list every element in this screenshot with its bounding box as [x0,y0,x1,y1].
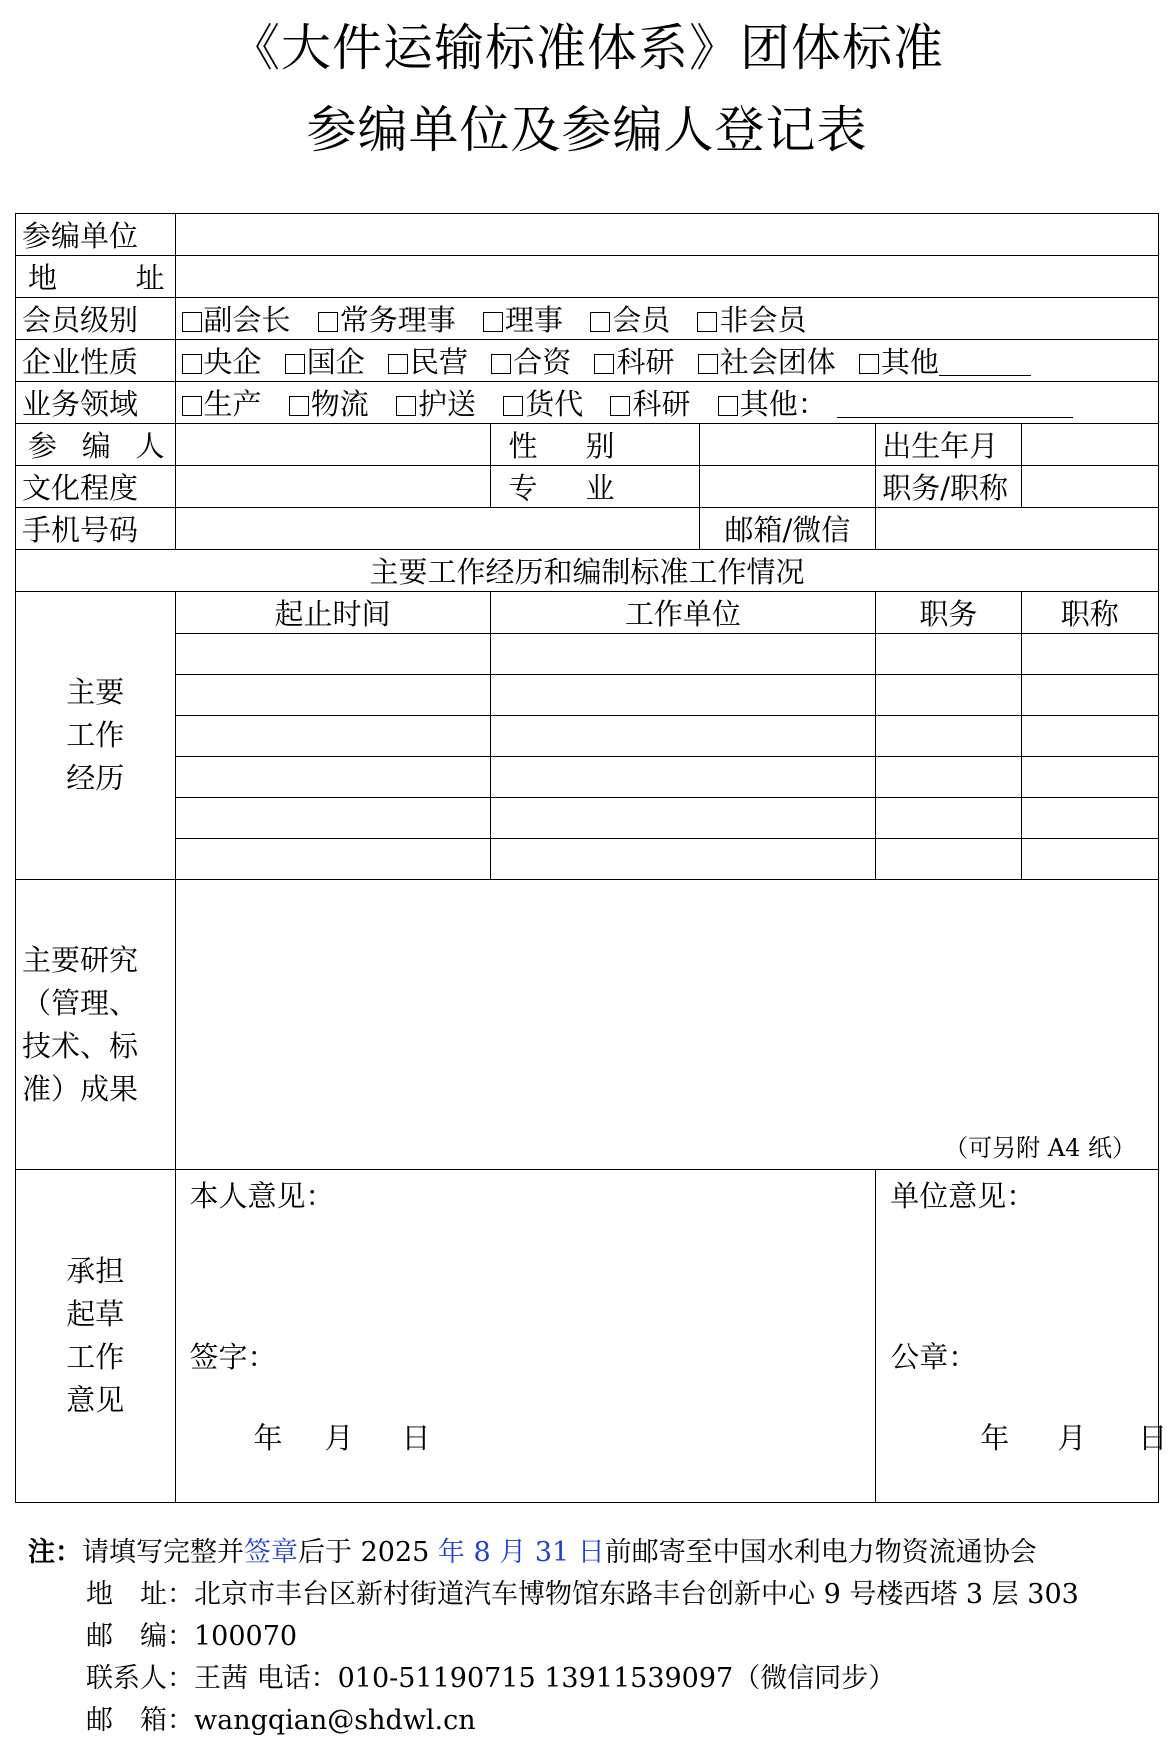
experience-row [16,634,1159,675]
checkbox-icon[interactable] [718,396,738,416]
checkbox-icon[interactable] [503,396,523,416]
contact-email[interactable]: 邮 箱：wangqian@shdwl.cn [86,1705,476,1736]
enterprise-type-option[interactable]: 央企 [182,345,262,379]
research-field[interactable] [175,880,1158,1170]
experience-title-cell[interactable] [1021,757,1158,798]
column-header-duty: 职务 [876,592,1021,634]
enterprise-type-options [175,340,1158,382]
experience-employer-cell[interactable] [490,675,876,716]
seal-highlight: 签章 [244,1537,298,1568]
checkbox-icon[interactable] [182,396,202,416]
attachment-note: （可另附 A4 纸） [944,1134,1136,1162]
checkbox-icon[interactable] [610,396,630,416]
experience-title-cell[interactable] [1021,675,1158,716]
birth-field[interactable] [1021,424,1158,466]
address-label: 地 址 [16,256,176,298]
member-level-option[interactable]: 会员 [590,303,670,337]
gender-field[interactable] [699,424,876,466]
checkbox-icon[interactable] [182,312,202,332]
personal-opinion-label: 本人意见： [189,1179,335,1213]
column-header-employer: 工作单位 [490,592,876,634]
experience-period-cell[interactable] [175,798,490,839]
experience-employer-cell[interactable] [490,716,876,757]
member-level-option[interactable]: 常务理事 [318,303,456,337]
phone-label: 手机号码 [16,508,176,550]
member-level-option[interactable]: 非会员 [697,303,806,337]
column-header-title: 职称 [1021,592,1158,634]
position-label: 职务/职称 [876,466,1021,508]
business-field-option[interactable]: 物流 [289,387,369,421]
birth-label: 出生年月 [876,424,1021,466]
experience-employer-cell[interactable] [490,757,876,798]
experience-duty-cell[interactable] [876,675,1021,716]
email-label: 邮箱/微信 [699,508,876,550]
experience-period-cell[interactable] [175,634,490,675]
checkbox-icon[interactable] [318,312,338,332]
business-field-options [175,382,1158,424]
other-blank[interactable] [939,375,1031,376]
enterprise-type-option[interactable]: 社会团体 [698,345,836,379]
opinion-label: 承担 起草 工作 意见 [16,1170,176,1503]
experience-row [16,675,1159,716]
experience-employer-cell[interactable] [490,634,876,675]
business-field-option[interactable]: 护送 [396,387,476,421]
postcode: 邮 编：100070 [86,1621,298,1652]
unit-date: 年 月 日 [980,1421,1168,1455]
footer-notes [28,1532,1079,1742]
experience-row [16,839,1159,880]
business-field-option[interactable]: 货代 [503,387,583,421]
address-field[interactable] [175,256,1158,298]
member-level-option[interactable]: 副会长 [182,303,291,337]
enterprise-type-option[interactable]: 其他 [859,345,1031,379]
experience-duty-cell[interactable] [876,716,1021,757]
experience-duty-cell[interactable] [876,757,1021,798]
personal-date: 年 月 日 [253,1421,431,1455]
registration-form [15,213,1168,1503]
education-label: 文化程度 [16,466,176,508]
experience-duty-cell[interactable] [876,634,1021,675]
unit-opinion-label: 单位意见： [890,1179,1036,1213]
deadline-date: 年 8 月 31 日 [437,1537,605,1568]
enterprise-type-option[interactable]: 民营 [388,345,468,379]
checkbox-icon[interactable] [491,354,511,374]
checkbox-icon[interactable] [396,396,416,416]
major-field[interactable] [699,466,876,508]
experience-period-cell[interactable] [175,716,490,757]
business-field-label: 业务领域 [16,382,176,424]
enterprise-type-option[interactable]: 合资 [491,345,571,379]
unit-opinion-field[interactable] [876,1170,1168,1503]
member-level-label: 会员级别 [16,298,176,340]
experience-row [16,798,1159,839]
column-header-period: 起止时间 [175,592,490,634]
signature-label: 签字： [189,1340,277,1374]
research-label: 主要研究 （管理、 技术、标 准）成果 [16,880,176,1170]
submission-note: 注：请填写完整并签章后于 2025 年 8 月 31 日前邮寄至中国水利电力物资流通协会 [28,1537,1037,1568]
business-field-option[interactable]: 科研 [610,387,690,421]
checkbox-icon[interactable] [285,354,305,374]
checkbox-icon[interactable] [388,354,408,374]
member-level-option[interactable]: 理事 [483,303,563,337]
checkbox-icon[interactable] [182,354,202,374]
phone-field[interactable] [175,508,699,550]
unit-field[interactable] [175,214,1158,256]
position-field[interactable] [1021,466,1158,508]
contact-info: 联系人：王茜 电话：010-51190715 13911539097（微信同步） [86,1663,896,1694]
form-title-line1: 《大件运输标准体系》团体标准 [230,19,944,77]
member-level-options [175,298,1158,340]
form-title-line2: 参编单位及参编人登记表 [306,101,868,159]
checkbox-icon[interactable] [289,396,309,416]
experience-section-title: 主要工作经历和编制标准工作情况 [16,550,1159,592]
checkbox-icon[interactable] [590,312,610,332]
experience-row [16,716,1159,757]
personal-opinion-field[interactable] [175,1170,876,1503]
checkbox-icon[interactable] [697,312,717,332]
experience-title-cell[interactable] [1021,839,1158,880]
checkbox-icon[interactable] [698,354,718,374]
checkbox-icon[interactable] [594,354,614,374]
experience-employer-cell[interactable] [490,839,876,880]
unit-label: 参编单位 [16,214,176,256]
experience-employer-cell[interactable] [490,798,876,839]
enterprise-type-label: 企业性质 [16,340,176,382]
email-field[interactable] [876,508,1159,550]
gender-label: 性 别 [490,424,699,466]
other-blank[interactable] [837,417,1073,418]
person-field[interactable] [175,424,490,466]
note-label: 注： [28,1537,82,1568]
experience-title-cell[interactable] [1021,716,1158,757]
seal-label: 公章： [890,1340,978,1374]
experience-title-cell[interactable] [1021,798,1158,839]
experience-period-cell[interactable] [175,757,490,798]
business-field-option[interactable]: 其他： [718,387,1073,421]
experience-row [16,757,1159,798]
person-label: 参 编 人 [16,424,176,466]
checkbox-icon[interactable] [483,312,503,332]
education-field[interactable] [175,466,490,508]
mailing-address: 地 址：北京市丰台区新村街道汽车博物馆东路丰台创新中心 9 号楼西塔 3 层 303 [86,1579,1079,1610]
experience-label: 主要 工作 经历 [16,592,176,880]
checkbox-icon[interactable] [859,354,879,374]
enterprise-type-option[interactable]: 科研 [594,345,674,379]
enterprise-type-option[interactable]: 国企 [285,345,365,379]
experience-period-cell[interactable] [175,839,490,880]
experience-title-cell[interactable] [1021,634,1158,675]
business-field-option[interactable]: 生产 [182,387,262,421]
experience-duty-cell[interactable] [876,839,1021,880]
experience-duty-cell[interactable] [876,798,1021,839]
major-label: 专 业 [490,466,699,508]
experience-period-cell[interactable] [175,675,490,716]
